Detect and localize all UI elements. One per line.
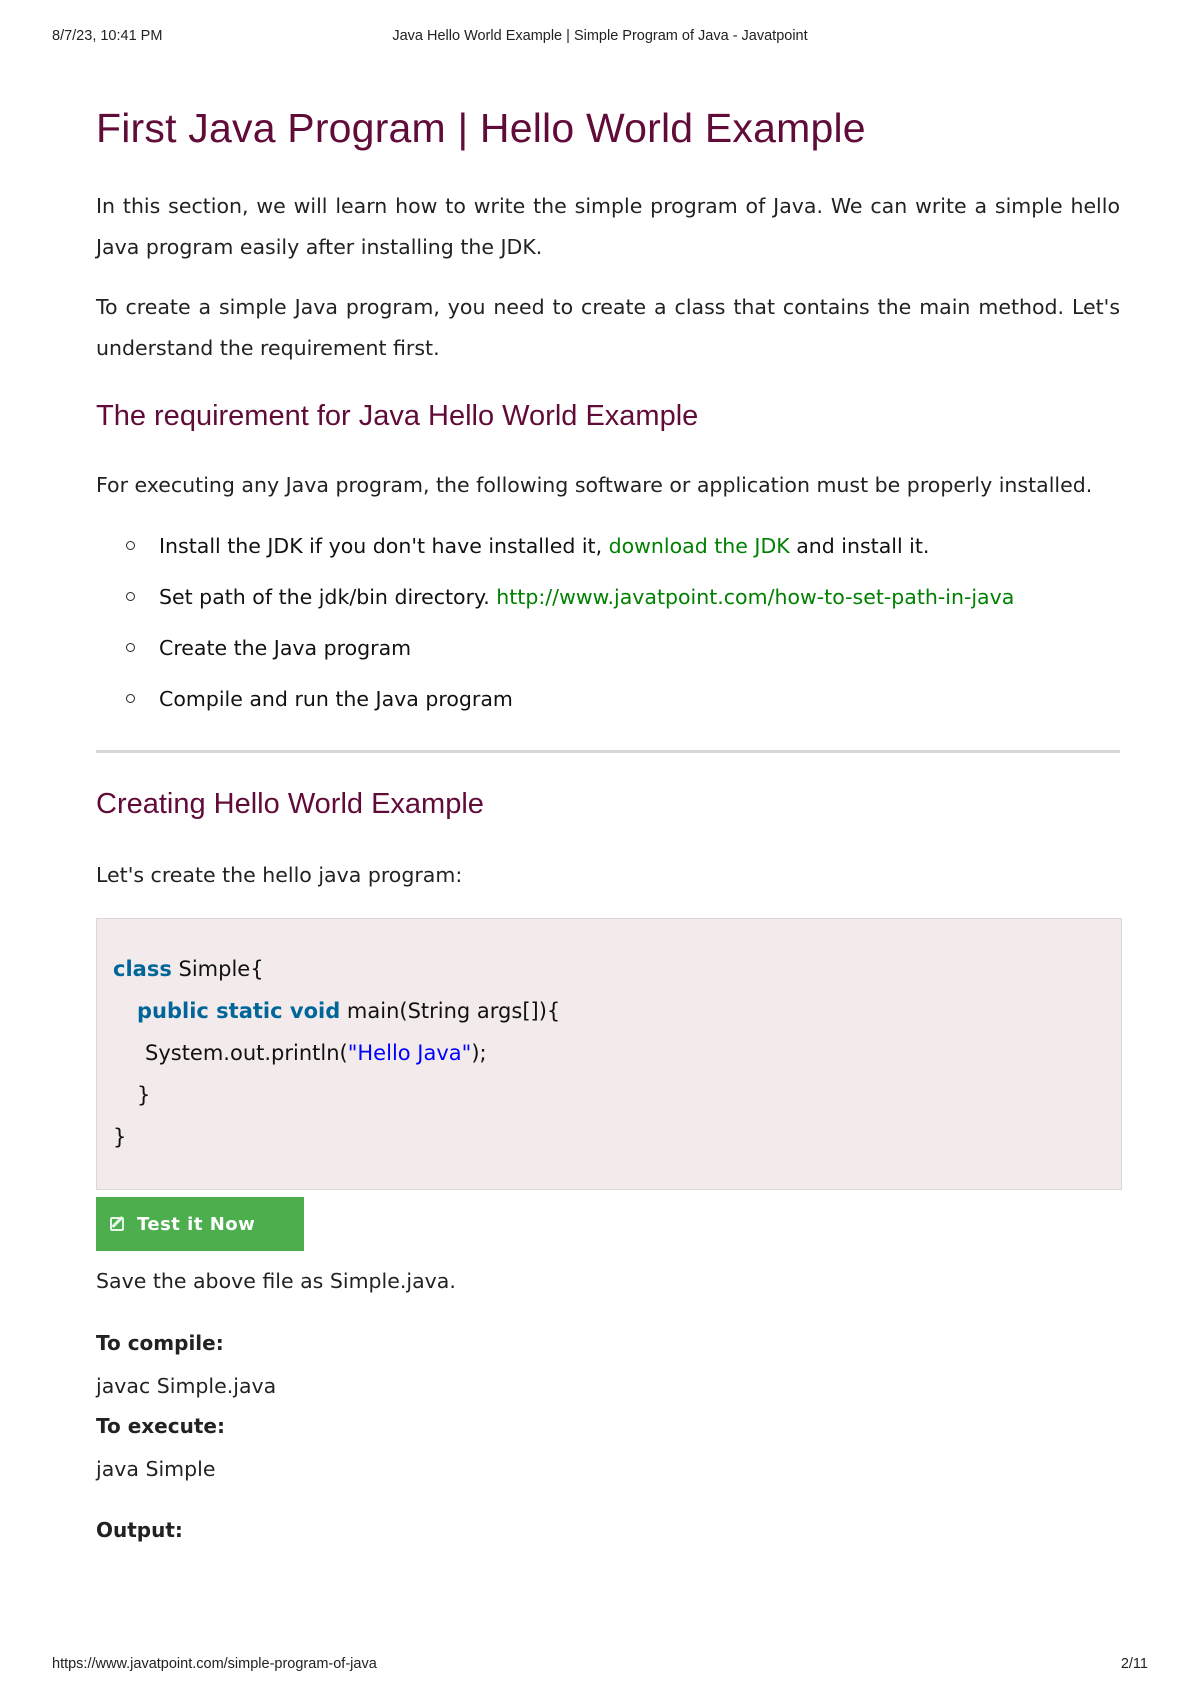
- print-footer: [0, 1656, 1200, 1680]
- code-block[interactable]: [96, 918, 1122, 1190]
- code-string: "Hello Java": [347, 1041, 472, 1065]
- code-line: [145, 1039, 487, 1067]
- article: [96, 100, 1120, 1542]
- list-item-text: Compile and run the Java program: [159, 687, 513, 711]
- code-keyword: public static void: [137, 999, 341, 1023]
- list-item: [96, 576, 1120, 627]
- intro-paragraph-1: In this section, we will learn how to write the simple program of Java. We can write a simple hello Java program easily after installing the JDK.: [96, 194, 1120, 259]
- code-line: }: [113, 1125, 127, 1149]
- circle-bullet-icon: [126, 694, 135, 703]
- circle-bullet-icon: [126, 592, 135, 601]
- set-path-link[interactable]: http://www.javatpoint.com/how-to-set-path-in-java: [496, 585, 1015, 609]
- list-item-text: and install it.: [789, 534, 930, 558]
- requirement-list: [96, 525, 1120, 729]
- test-it-now-button[interactable]: [96, 1197, 304, 1251]
- code-text: );: [471, 1041, 487, 1065]
- list-item-text: Set path of the jdk/bin directory.: [159, 585, 497, 609]
- circle-bullet-icon: [126, 643, 135, 652]
- circle-bullet-icon: [126, 541, 135, 550]
- compile-label: To compile:: [96, 1331, 224, 1355]
- print-datetime: 8/7/23, 10:41 PM: [52, 28, 163, 44]
- save-note: Save the above file as Simple.java.: [96, 1269, 456, 1293]
- code-line: [113, 955, 264, 983]
- test-it-now-label: Test it Now: [137, 1213, 256, 1235]
- list-item: [96, 678, 1120, 729]
- list-item: [96, 525, 1120, 576]
- creating-heading: Creating Hello World Example: [96, 788, 484, 820]
- code-text: main(String args[]){: [340, 999, 561, 1023]
- execute-label: To execute:: [96, 1414, 225, 1438]
- page-title: First Java Program | Hello World Example: [96, 105, 866, 151]
- code-line: [137, 997, 560, 1025]
- section-divider: [96, 750, 1120, 753]
- edit-icon: [110, 1215, 128, 1233]
- print-header: [0, 28, 1200, 52]
- compile-command: javac Simple.java: [96, 1374, 277, 1398]
- execute-command: java Simple: [96, 1457, 216, 1481]
- list-item-text: Install the JDK if you don't have installed it,: [159, 534, 609, 558]
- creating-intro: Let's create the hello java program:: [96, 863, 463, 887]
- print-page-title: Java Hello World Example | Simple Program of Java - Javatpoint: [392, 28, 808, 44]
- requirement-heading: The requirement for Java Hello World Example: [96, 400, 699, 432]
- intro-paragraph-2: To create a simple Java program, you need to create a class that contains the main method. Let's understand the requirement first.: [96, 295, 1120, 360]
- code-text: Simple{: [171, 957, 264, 981]
- print-url: https://www.javatpoint.com/simple-program-of-java: [52, 1656, 377, 1672]
- print-page-number: 2/11: [1120, 1656, 1148, 1672]
- code-keyword: class: [113, 957, 172, 981]
- list-item-text: Create the Java program: [159, 636, 412, 660]
- list-item: [96, 627, 1120, 678]
- download-jdk-link[interactable]: download the JDK: [608, 534, 790, 558]
- code-text: System.out.println(: [145, 1041, 348, 1065]
- output-label: Output:: [96, 1518, 183, 1542]
- requirement-intro: For executing any Java program, the following software or application must be properly installed.: [96, 473, 1093, 497]
- code-line: }: [137, 1083, 151, 1107]
